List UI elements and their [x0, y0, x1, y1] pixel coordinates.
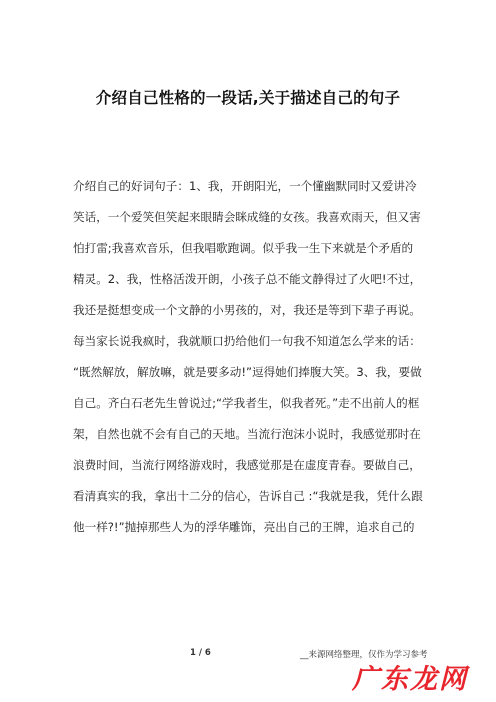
body-line: 浪费时间，当流行网络游戏时，我感觉那是在虚度青春。要做自己，: [73, 458, 421, 472]
document-title: 介绍自己性格的一段话,关于描述自己的句子: [95, 89, 401, 107]
watermark-logo: 广东龙网: [352, 664, 468, 695]
body-line: 自己。齐白石老先生曾说过;“学我者生，似我者死。”走不出前人的框: [73, 396, 420, 410]
footer-note: __来源网络整理，仅作为学习参考: [300, 650, 428, 660]
body-line: 他一样?!”抛掉那些人为的浮华雕饰，亮出自己的王牌，追求自己的: [73, 520, 415, 534]
page-number: 1 / 6: [190, 648, 211, 658]
body-line: 怕打雷;我喜欢音乐，但我唱歌跑调。似乎我一生下来就是个矛盾的: [73, 241, 414, 255]
body-line: 介绍自己的好词句子：1、我，开朗阳光，一个懂幽默同时又爱讲冷: [73, 179, 417, 193]
document-body: [73, 176, 433, 548]
body-line: 每当家长说我疯时，我就顺口扔给他们一句我不知道怎么学来的话：: [73, 334, 421, 348]
body-line: 笑话，一个爱笑但笑起来眼睛会眯成缝的女孩。我喜欢雨天，但又害: [73, 210, 421, 224]
body-line: “既然解放，解放嘛，就是要多动!”逗得她们捧腹大笑。3、我，要做: [73, 365, 422, 379]
body-line: 我还是挺想变成一个文静的小男孩的，对，我还是等到下辈子再说。: [73, 303, 421, 317]
body-line: 架，自然也就不会有自己的天地。当流行泡沫小说时，我感觉那时在: [73, 427, 421, 441]
body-line: 看清真实的我，拿出十二分的信心，告诉自己 :“我就是我，凭什么跟: [73, 489, 423, 503]
body-line: 精灵。2、我，性格活泼开朗，小孩子总不能文静得过了火吧!不过，: [73, 272, 422, 286]
